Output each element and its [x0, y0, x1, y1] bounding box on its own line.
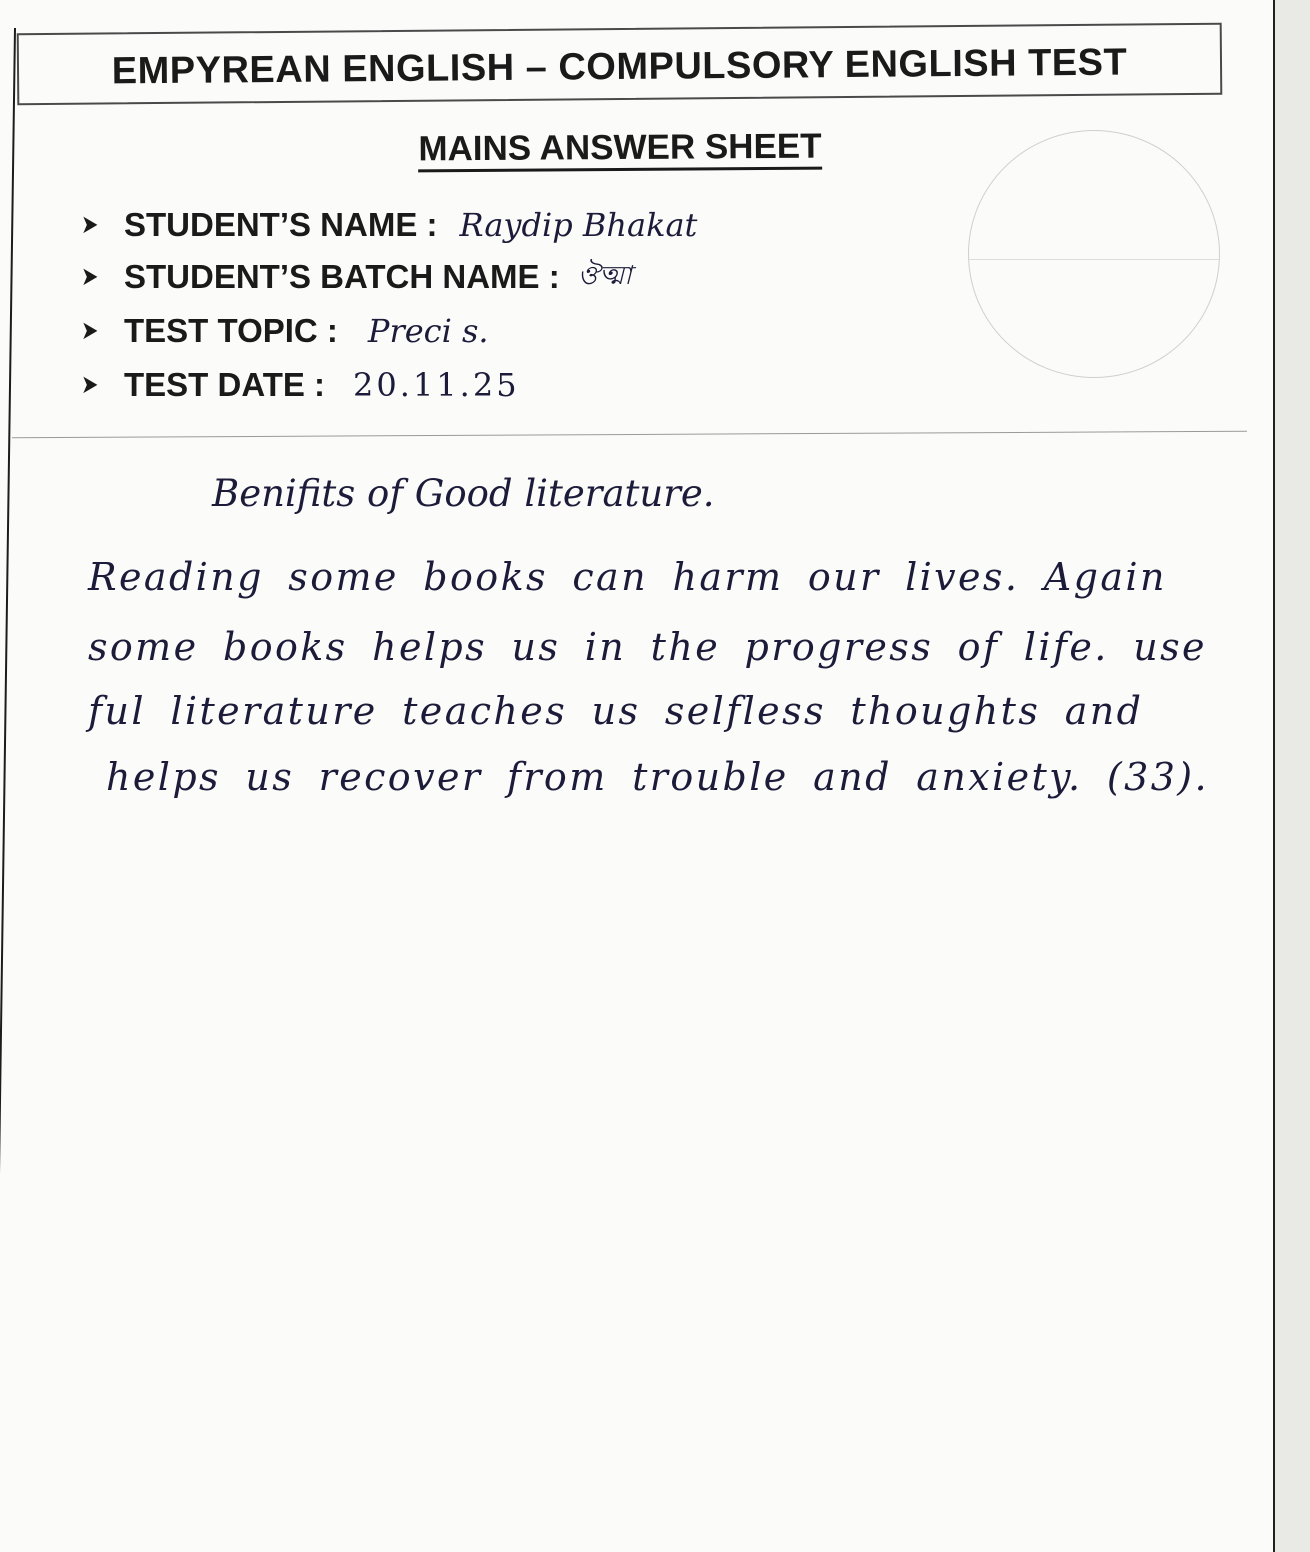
- test-topic-field: [78, 306, 489, 356]
- batch-name-field: [78, 252, 632, 302]
- answer-line: some books helps us in the progress of life. use: [88, 625, 1207, 669]
- test-date-value: 20.11.25: [353, 366, 520, 404]
- sheet-subtitle-text: MAINS ANSWER SHEET: [418, 127, 821, 173]
- student-name-value: Raydip Bhakat: [459, 206, 698, 244]
- student-name-field: [78, 200, 697, 250]
- batch-name-label: STUDENT’S BATCH NAME :: [124, 258, 560, 295]
- header-box: [17, 23, 1223, 106]
- answer-line: ful literature teaches us selfless thoughts and: [88, 689, 1144, 733]
- answer-title: Benifits of Good literature.: [212, 472, 715, 515]
- arrow-bullet-icon: ➤: [81, 316, 99, 346]
- test-topic-value: Preci s.: [367, 312, 489, 350]
- photo-circle-guide-line: [969, 259, 1219, 260]
- sheet-subtitle: [300, 126, 940, 170]
- answer-line: Reading some books can harm our lives. Again: [88, 555, 1167, 599]
- arrow-bullet-icon: ➤: [81, 210, 99, 240]
- batch-name-value: ঔত্মা: [577, 261, 632, 291]
- section-divider: [12, 431, 1247, 438]
- answer-line: helps us recover from trouble and anxiety. (33).: [106, 755, 1210, 799]
- test-date-field: [78, 360, 520, 410]
- test-date-label: TEST DATE :: [124, 366, 326, 403]
- test-topic-label: TEST TOPIC :: [124, 312, 338, 349]
- page-border-line: [0, 28, 16, 1552]
- arrow-bullet-icon: ➤: [81, 370, 99, 400]
- student-name-label: STUDENT’S NAME :: [124, 206, 438, 243]
- test-title: EMPYREAN ENGLISH – COMPULSORY ENGLISH TEST: [111, 41, 1128, 93]
- photo-circle: [968, 130, 1220, 378]
- arrow-bullet-icon: ➤: [81, 262, 99, 292]
